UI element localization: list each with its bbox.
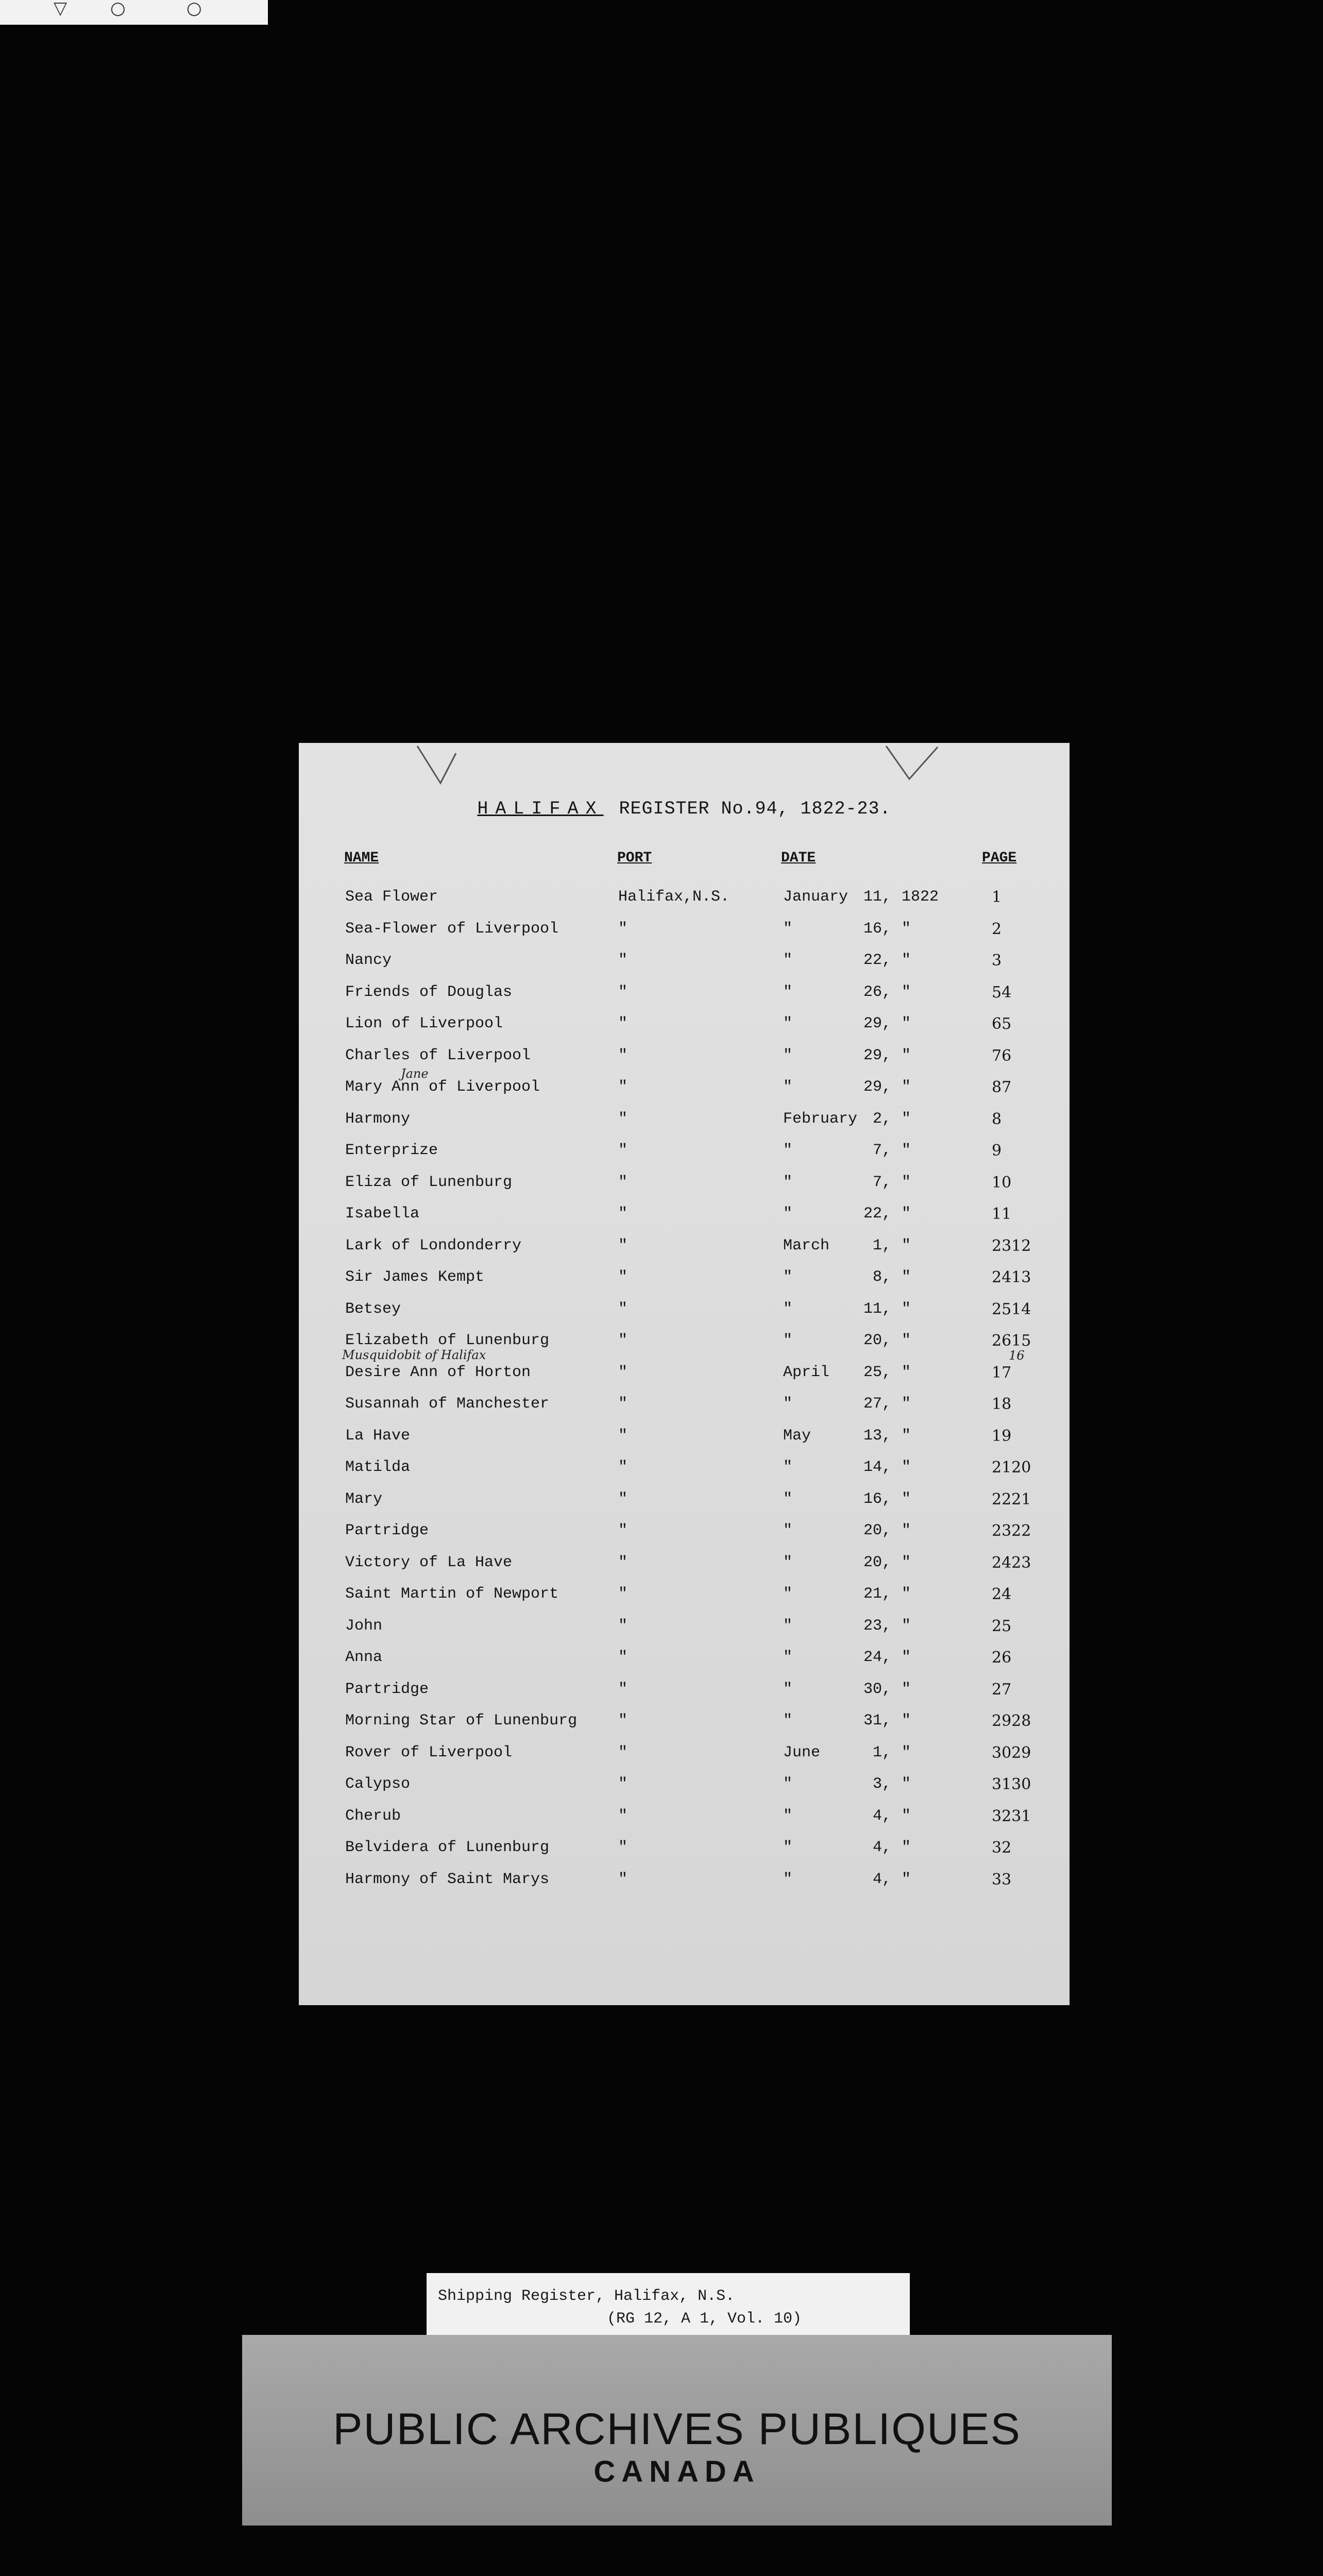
- entry-port: ": [618, 1680, 628, 1698]
- entry-name: Calypso: [345, 1775, 411, 1793]
- entry-month: ": [783, 1839, 793, 1856]
- entry-month: March: [783, 1236, 830, 1255]
- entry-name: Friends of Douglas: [345, 983, 513, 1001]
- entry-name: Nancy: [345, 952, 392, 969]
- entry-year: ": [902, 1142, 911, 1159]
- entry-page: 2514: [992, 1300, 1031, 1318]
- entry-name: Partridge: [345, 1680, 429, 1698]
- entry-page: 9: [992, 1142, 1002, 1160]
- column-header-port: PORT: [617, 850, 652, 866]
- entry-port: ": [618, 1142, 628, 1159]
- entry-port: ": [618, 1395, 628, 1413]
- register-page: [299, 743, 1070, 2005]
- entry-port: ": [618, 1205, 628, 1223]
- entry-day: 30,: [863, 1680, 891, 1698]
- register-row: [299, 1237, 1070, 1268]
- register-row: [299, 1744, 1070, 1775]
- entry-name: Sea Flower: [345, 888, 438, 906]
- register-row: [299, 1300, 1070, 1331]
- entry-port: ": [618, 1617, 628, 1635]
- entry-year: ": [902, 983, 911, 1001]
- staple-marks-icon: [299, 743, 1070, 789]
- entry-day: 29,: [863, 1015, 891, 1032]
- entry-day: 4,: [872, 1807, 891, 1825]
- entry-day: 21,: [863, 1585, 891, 1603]
- entry-name: Cherub: [345, 1807, 401, 1825]
- entry-port: ": [618, 1300, 628, 1318]
- column-header-date: DATE: [781, 850, 816, 866]
- entry-page: 87: [992, 1078, 1012, 1096]
- entry-day: 27,: [863, 1395, 891, 1413]
- entry-year: ": [902, 1332, 911, 1349]
- entry-year: ": [902, 1363, 911, 1381]
- register-row: [299, 1522, 1070, 1553]
- handwritten-note-jane: Jane: [401, 1066, 429, 1081]
- entry-month: ": [783, 983, 793, 1001]
- entry-page: 3: [992, 952, 1002, 970]
- entry-name: Enterprize: [345, 1142, 438, 1159]
- entry-port: ": [618, 920, 628, 938]
- entry-year: ": [902, 1173, 911, 1191]
- entry-day: 7,: [872, 1173, 891, 1191]
- entry-page: 8: [992, 1110, 1002, 1128]
- entry-name: Morning Star of Lunenburg: [345, 1712, 578, 1730]
- entry-year: ": [902, 1839, 911, 1856]
- entry-page: 2413: [992, 1268, 1031, 1286]
- entry-year: ": [902, 1617, 911, 1635]
- entry-year: ": [902, 1078, 911, 1096]
- register-row: [299, 1775, 1070, 1806]
- entry-name: Lion of Liverpool: [345, 1015, 503, 1032]
- entry-month: ": [783, 1807, 793, 1825]
- banner-line-1: PUBLIC ARCHIVES PUBLIQUES: [333, 2404, 1021, 2454]
- entry-port: ": [618, 1553, 628, 1571]
- entry-port: ": [618, 1268, 628, 1286]
- entry-year: ": [902, 1680, 911, 1698]
- entry-day: 31,: [863, 1712, 891, 1730]
- register-row: [299, 1015, 1070, 1046]
- entry-page: 33: [992, 1870, 1012, 1889]
- register-row: [299, 1681, 1070, 1711]
- entry-year: ": [902, 1712, 911, 1730]
- entry-year: ": [902, 1236, 911, 1255]
- entry-day: 1,: [872, 1236, 891, 1255]
- entry-port: ": [618, 983, 628, 1001]
- entry-name: Susannah of Manchester: [345, 1395, 550, 1413]
- entry-year: ": [902, 920, 911, 938]
- entry-port: ": [618, 1807, 628, 1825]
- entry-month: ": [783, 1870, 793, 1888]
- entry-year: ": [902, 1649, 911, 1666]
- entry-day: 16,: [863, 920, 891, 938]
- entry-port: ": [618, 1173, 628, 1191]
- entry-port: Halifax,N.S.: [618, 888, 730, 906]
- entry-year: 1822: [902, 888, 939, 906]
- entry-month: ": [783, 1617, 793, 1635]
- register-number: REGISTER No.94, 1822-23.: [619, 799, 891, 819]
- entry-page: 3130: [992, 1775, 1031, 1793]
- entry-name: Sir James Kempt: [345, 1268, 485, 1286]
- entry-month: ": [783, 1522, 793, 1539]
- entry-port: ": [618, 1712, 628, 1730]
- handwritten-note-sixteen: 16: [1009, 1348, 1025, 1363]
- entry-month: February: [783, 1110, 858, 1128]
- entry-page: 11: [992, 1205, 1012, 1223]
- entry-year: ": [902, 1490, 911, 1508]
- entry-page: 18: [992, 1395, 1012, 1413]
- entry-day: 20,: [863, 1332, 891, 1349]
- banner-line-2: CANADA: [593, 2455, 760, 2488]
- entry-year: ": [902, 1300, 911, 1318]
- entry-year: ": [902, 952, 911, 969]
- register-row: [299, 952, 1070, 982]
- register-row: [299, 1649, 1070, 1680]
- entry-page: 24: [992, 1585, 1012, 1603]
- entry-name: Eliza of Lunenburg: [345, 1173, 513, 1191]
- register-row: [299, 1078, 1070, 1109]
- entry-page: 25: [992, 1617, 1012, 1635]
- entry-day: 14,: [863, 1459, 891, 1476]
- entry-page: 54: [992, 983, 1012, 1002]
- entry-page: 32: [992, 1839, 1012, 1857]
- entry-month: ": [783, 920, 793, 938]
- entry-day: 24,: [863, 1649, 891, 1666]
- entry-month: ": [783, 1173, 793, 1191]
- entry-name: Lark of Londonderry: [345, 1236, 522, 1255]
- entry-month: May: [783, 1427, 811, 1445]
- register-row: [299, 1268, 1070, 1299]
- entry-port: ": [618, 1743, 628, 1761]
- entry-name: Mary Ann of Liverpool: [345, 1078, 540, 1096]
- entry-page: 17: [992, 1363, 1012, 1382]
- entry-name: La Have: [345, 1427, 411, 1445]
- entry-day: 26,: [863, 983, 891, 1001]
- entry-page: 2221: [992, 1490, 1031, 1509]
- entry-page: 2: [992, 920, 1002, 938]
- frame-mark-icon: ○: [110, 0, 126, 19]
- entry-day: 7,: [872, 1142, 891, 1159]
- frame-mark-icon: ○: [186, 0, 202, 19]
- entry-day: 29,: [863, 1078, 891, 1096]
- entry-page: 27: [992, 1680, 1012, 1699]
- entry-day: 22,: [863, 1205, 891, 1223]
- entry-page: 19: [992, 1427, 1012, 1445]
- entry-year: ": [902, 1775, 911, 1793]
- register-row: [299, 1205, 1070, 1236]
- entry-day: 13,: [863, 1427, 891, 1445]
- entry-port: ": [618, 1427, 628, 1445]
- entry-month: ": [783, 952, 793, 969]
- entry-year: ": [902, 1268, 911, 1286]
- entry-month: ": [783, 1015, 793, 1032]
- frame-mark-icon: ▽: [54, 0, 67, 19]
- entry-port: ": [618, 1490, 628, 1508]
- entry-day: 22,: [863, 952, 891, 969]
- entry-month: ": [783, 1553, 793, 1571]
- entry-page: 26: [992, 1649, 1012, 1667]
- entry-name: Isabella: [345, 1205, 420, 1223]
- entry-day: 1,: [872, 1743, 891, 1761]
- entry-year: ": [902, 1585, 911, 1603]
- entry-port: ": [618, 1110, 628, 1128]
- register-row: [299, 1871, 1070, 1902]
- entry-year: ": [902, 1110, 911, 1128]
- entry-day: 16,: [863, 1490, 891, 1508]
- entry-day: 2,: [872, 1110, 891, 1128]
- entry-year: ": [902, 1870, 911, 1888]
- entry-port: ": [618, 1046, 628, 1064]
- entry-month: ": [783, 1300, 793, 1318]
- entry-month: ": [783, 1142, 793, 1159]
- entry-day: 8,: [872, 1268, 891, 1286]
- column-header-name: NAME: [344, 850, 379, 866]
- register-row: [299, 1142, 1070, 1173]
- entry-day: 20,: [863, 1553, 891, 1571]
- entry-name: Betsey: [345, 1300, 401, 1318]
- column-header-page: PAGE: [982, 850, 1017, 866]
- caption-label: [427, 2273, 910, 2336]
- entry-month: ": [783, 1268, 793, 1286]
- entry-port: ": [618, 1585, 628, 1603]
- entry-name: Rover of Liverpool: [345, 1743, 513, 1761]
- entry-month: ": [783, 1712, 793, 1730]
- entry-month: ": [783, 1459, 793, 1476]
- register-row: [299, 1839, 1070, 1870]
- entry-page: 1: [992, 888, 1002, 906]
- entry-page: 3029: [992, 1743, 1031, 1762]
- entry-page: 2312: [992, 1236, 1031, 1255]
- entry-port: ": [618, 952, 628, 969]
- entry-name: John: [345, 1617, 383, 1635]
- register-row: [299, 1427, 1070, 1458]
- entry-port: ": [618, 1839, 628, 1856]
- entry-month: ": [783, 1205, 793, 1223]
- entry-month: ": [783, 1078, 793, 1096]
- handwritten-note-musquidobit: Musquidobit of Halifax: [342, 1348, 486, 1362]
- entry-month: ": [783, 1395, 793, 1413]
- caption-line-2: (RG 12, A 1, Vol. 10): [607, 2310, 802, 2328]
- entry-name: Desire Ann of Horton: [345, 1363, 531, 1381]
- entry-page: 65: [992, 1015, 1012, 1033]
- entry-day: 25,: [863, 1363, 891, 1381]
- entry-page: 2928: [992, 1712, 1031, 1730]
- archives-banner: [242, 2335, 1112, 2526]
- entry-day: 4,: [872, 1839, 891, 1856]
- entry-month: ": [783, 1775, 793, 1793]
- entry-port: ": [618, 1332, 628, 1349]
- entry-port: ": [618, 1459, 628, 1476]
- entry-month: ": [783, 1490, 793, 1508]
- entry-page: 10: [992, 1173, 1012, 1192]
- entry-name: Harmony of Saint Marys: [345, 1870, 550, 1888]
- entry-name: Belvidera of Lunenburg: [345, 1839, 550, 1856]
- entry-year: ": [902, 1553, 911, 1571]
- register-row: [299, 1554, 1070, 1585]
- register-row: [299, 1712, 1070, 1743]
- entry-year: ": [902, 1459, 911, 1476]
- entry-month: ": [783, 1649, 793, 1666]
- register-row: [299, 1490, 1070, 1521]
- entry-month: June: [783, 1743, 821, 1761]
- entry-page: 76: [992, 1046, 1012, 1065]
- entry-port: ": [618, 1649, 628, 1666]
- entry-port: ": [618, 1363, 628, 1381]
- register-row: [299, 1174, 1070, 1205]
- register-city: HALIFAX: [477, 799, 604, 819]
- entry-month: ": [783, 1680, 793, 1698]
- entry-port: ": [618, 1870, 628, 1888]
- entry-port: ": [618, 1078, 628, 1096]
- entry-page: 2120: [992, 1459, 1031, 1477]
- entry-port: ": [618, 1775, 628, 1793]
- entry-page: 3231: [992, 1807, 1031, 1825]
- entry-month: ": [783, 1046, 793, 1064]
- entry-name: Charles of Liverpool: [345, 1046, 531, 1064]
- register-title: [299, 799, 1070, 819]
- entry-year: ": [902, 1743, 911, 1761]
- entry-page: 2615: [992, 1332, 1031, 1350]
- entry-name: Saint Martin of Newport: [345, 1585, 559, 1603]
- entry-month: April: [783, 1363, 830, 1381]
- entry-name: Harmony: [345, 1110, 411, 1128]
- register-row: [299, 1364, 1070, 1395]
- entry-year: ": [902, 1015, 911, 1032]
- entry-port: ": [618, 1522, 628, 1539]
- register-row: [299, 888, 1070, 919]
- register-row: [299, 1807, 1070, 1838]
- entry-page: 2322: [992, 1522, 1031, 1540]
- entry-day: 3,: [872, 1775, 891, 1793]
- entry-name: Mary: [345, 1490, 383, 1508]
- entry-day: 23,: [863, 1617, 891, 1635]
- register-row: [299, 1585, 1070, 1616]
- register-row: [299, 1110, 1070, 1141]
- register-row: [299, 920, 1070, 951]
- entry-month: ": [783, 1332, 793, 1349]
- entry-day: 29,: [863, 1046, 891, 1064]
- entry-page: 2423: [992, 1553, 1031, 1572]
- entry-name: Sea-Flower of Liverpool: [345, 920, 559, 938]
- entry-port: ": [618, 1236, 628, 1255]
- entry-year: ": [902, 1046, 911, 1064]
- register-row: [299, 984, 1070, 1014]
- entry-day: 20,: [863, 1522, 891, 1539]
- entry-day: 11,: [863, 1300, 891, 1318]
- entry-year: ": [902, 1395, 911, 1413]
- entry-name: Partridge: [345, 1522, 429, 1539]
- entry-name: Elizabeth of Lunenburg: [345, 1332, 550, 1349]
- entry-year: ": [902, 1427, 911, 1445]
- entry-name: Anna: [345, 1649, 383, 1666]
- entry-day: 4,: [872, 1870, 891, 1888]
- entry-port: ": [618, 1015, 628, 1032]
- entry-month: January: [783, 888, 849, 906]
- entry-year: ": [902, 1807, 911, 1825]
- film-frame-marker: [0, 0, 268, 25]
- entry-name: Matilda: [345, 1459, 411, 1476]
- entry-year: ": [902, 1205, 911, 1223]
- entry-month: ": [783, 1585, 793, 1603]
- caption-line-1: Shipping Register, Halifax, N.S.: [438, 2287, 735, 2305]
- register-row: [299, 1617, 1070, 1648]
- entry-name: Victory of La Have: [345, 1553, 513, 1571]
- register-row: [299, 1459, 1070, 1489]
- entry-year: ": [902, 1522, 911, 1539]
- entry-day: 11,: [863, 888, 891, 906]
- register-row: [299, 1395, 1070, 1426]
